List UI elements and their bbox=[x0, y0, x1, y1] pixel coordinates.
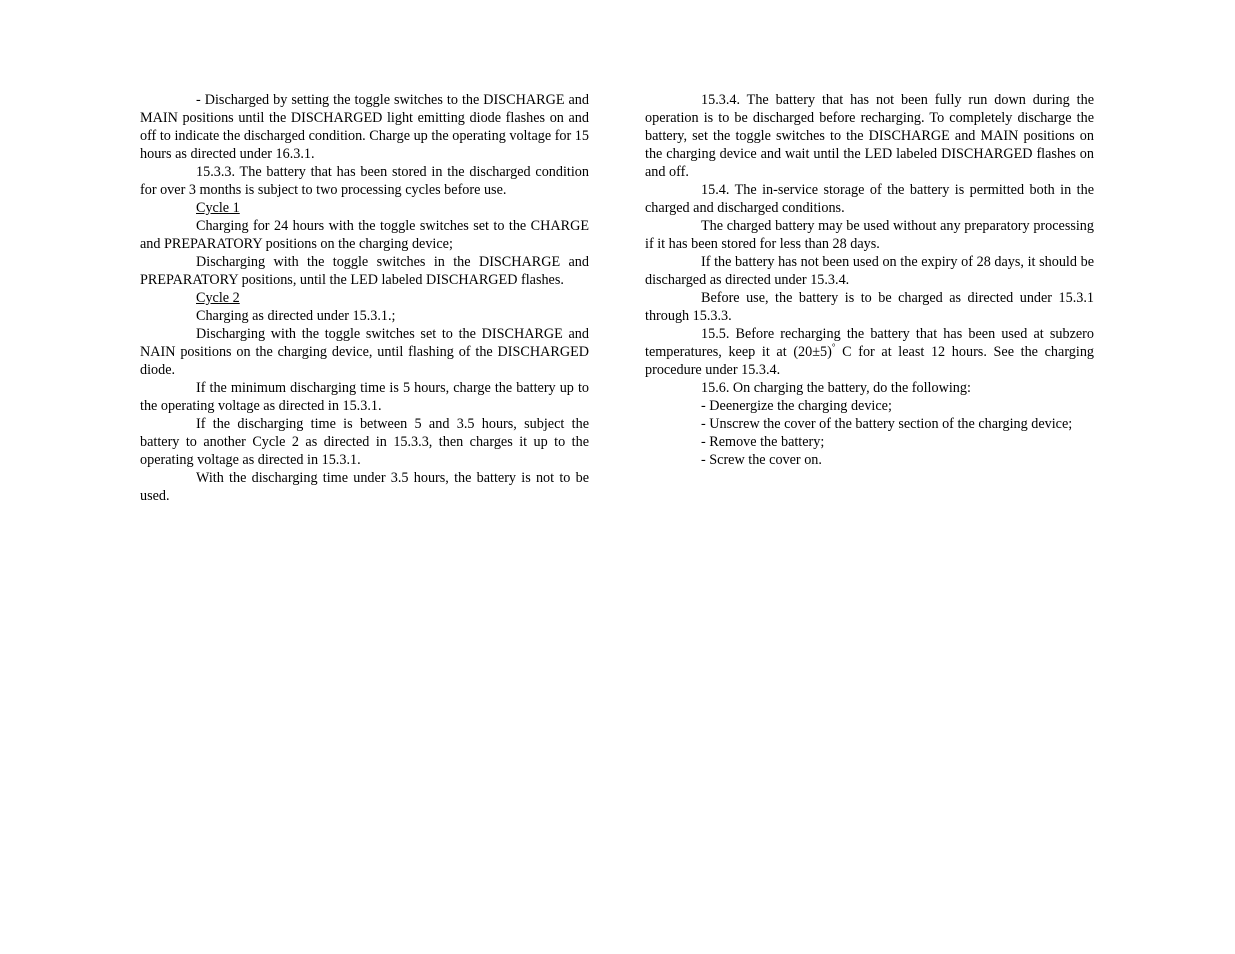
step-remove-battery: - Remove the battery; bbox=[701, 434, 825, 450]
paragraph-min-discharge-time: If the minimum discharging time is 5 hours, charge the battery up to the operating voltage as directed in 15.3.1. bbox=[140, 380, 589, 414]
paragraph-15-5 bbox=[645, 325, 1094, 379]
cycle-1-heading bbox=[140, 199, 589, 217]
paragraph-15-5-part-b: C for at least 12 hours. See the charging procedure under 15.3.4. bbox=[645, 344, 1095, 378]
paragraph-storage-over-28-days: If the battery has not been used on the expiry of 28 days, it should be discharged as directed under 15.3.4. bbox=[645, 254, 1094, 288]
step-screw-cover: - Screw the cover on. bbox=[701, 452, 822, 468]
paragraph-15-4: 15.4. The in-service storage of the battery is permitted both in the charged and discharged conditions. bbox=[645, 182, 1094, 216]
right-text-column bbox=[645, 91, 1094, 469]
step-unscrew-cover: - Unscrew the cover of the battery section of the charging device; bbox=[701, 416, 1073, 432]
degree-superscript: ° bbox=[831, 342, 836, 352]
paragraph-cycle1-discharging: Discharging with the toggle switches in the DISCHARGE and PREPARATORY positions, until the LED labeled DISCHARGED flashes. bbox=[140, 254, 589, 288]
cycle-1-heading-text: Cycle 1 bbox=[196, 200, 240, 216]
paragraph-discharge-time-range: If the discharging time is between 5 and 3.5 hours, subject the battery to another Cycle 2 as directed in 15.3.3, then charges it up to the operating voltage as directed in 15.3.1. bbox=[140, 416, 589, 468]
paragraph-cycle2-charging: Charging as directed under 15.3.1.; bbox=[196, 308, 396, 324]
paragraph-before-use: Before use, the battery is to be charged as directed under 15.3.1 through 15.3.3. bbox=[645, 290, 1094, 324]
paragraph-15-3-3: 15.3.3. The battery that has been stored in the discharged condition for over 3 months is subject to two processing cycles before use. bbox=[140, 164, 589, 198]
paragraph-cycle2-discharging: Discharging with the toggle switches set to the DISCHARGE and NAIN positions on the charging device, until flashing of the DISCHARGED diode. bbox=[140, 326, 589, 378]
paragraph-storage-under-28-days: The charged battery may be used without any preparatory processing if it has been stored for less than 28 days. bbox=[645, 218, 1094, 252]
paragraph-15-5-part-a: 15.5. Before recharging the battery that has been used at subzero temperatures, keep it at (20±5) bbox=[645, 326, 1094, 360]
step-deenergize: - Deenergize the charging device; bbox=[701, 398, 892, 414]
paragraph-15-6: 15.6. On charging the battery, do the following: bbox=[701, 380, 971, 396]
paragraph-discharged-step: - Discharged by setting the toggle switches to the DISCHARGE and MAIN positions until the DISCHARGED light emitting diode flashes on and off to indicate the discharged condition. Charge up the operating voltage for 15 hours as directed under 16.3.1. bbox=[140, 92, 589, 162]
left-text-column bbox=[140, 91, 589, 505]
cycle-2-heading bbox=[140, 289, 589, 307]
paragraph-15-3-4: 15.3.4. The battery that has not been fully run down during the operation is to be discharged before recharging. To completely discharge the battery, set the toggle switches to the DISCHARGE and MAIN positions on the charging device and wait until the LED labeled DISCHARGED flashes on and off. bbox=[645, 92, 1094, 180]
paragraph-discharge-time-under: With the discharging time under 3.5 hours, the battery is not to be used. bbox=[140, 470, 589, 504]
cycle-2-heading-text: Cycle 2 bbox=[196, 290, 240, 306]
paragraph-cycle1-charging: Charging for 24 hours with the toggle switches set to the CHARGE and PREPARATORY positions on the charging device; bbox=[140, 218, 589, 252]
